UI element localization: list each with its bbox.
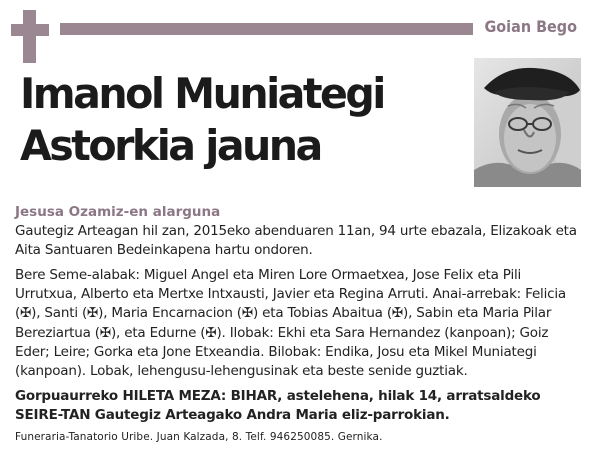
death-notice: Gautegiz Arteagan hil zan, 2015eko abenduaren 11an, 94 urte ebazala, Elizakoak eta Aita Santuaren Bedeinkapena hartu ondoren. — [15, 223, 577, 259]
name-line-1: Imanol Muniategi — [20, 69, 384, 118]
widow-of-line: Jesusa Ozamiz-en alarguna — [15, 204, 221, 220]
section-title: Goian Bego — [484, 17, 577, 36]
funeral-mass: Gorpuaurreko HILETA MEZA: BIHAR, astelehena, hilak 14, arratsaldeko SEIRE-TAN Gautegiz Arteagako Andra Maria eliz-parrokian. — [15, 388, 541, 424]
deceased-name — [20, 68, 451, 172]
family-list: Bere Seme-alabak: Miguel Angel eta Miren Lore Ormaetxea, Jose Felix eta Pili Urrutxua, Alberto eta Mertxe Intxausti, Javier eta Regina Arruti. Anai-arrebak: Felicia (✠), Santi (✠), Maria Encarnacion (✠) eta Tobias Abaitua (✠), Sabin eta Maria Pilar Bereziartua (✠), eta Edurne (✠). Ilobak: Ekhi eta Sara Hernandez (kanpoan); Goiz Eder; Leire; Gorka eta Jone Etxeandia. Bilobak: Endika, Josu eta Mikel Muniategi (kanpoan). Lobak, lehengusu-lehengusinak eta beste senide guztiak. — [15, 267, 567, 380]
header-rule — [60, 23, 473, 35]
funeral-home: Funeraria-Tanatorio Uribe. Juan Kalzada, 8. Telf. 946250085. Gernika. — [15, 431, 383, 443]
cross-icon — [11, 10, 49, 63]
name-line-2: Astorkia jauna — [20, 121, 321, 170]
portrait-photo — [474, 58, 581, 187]
